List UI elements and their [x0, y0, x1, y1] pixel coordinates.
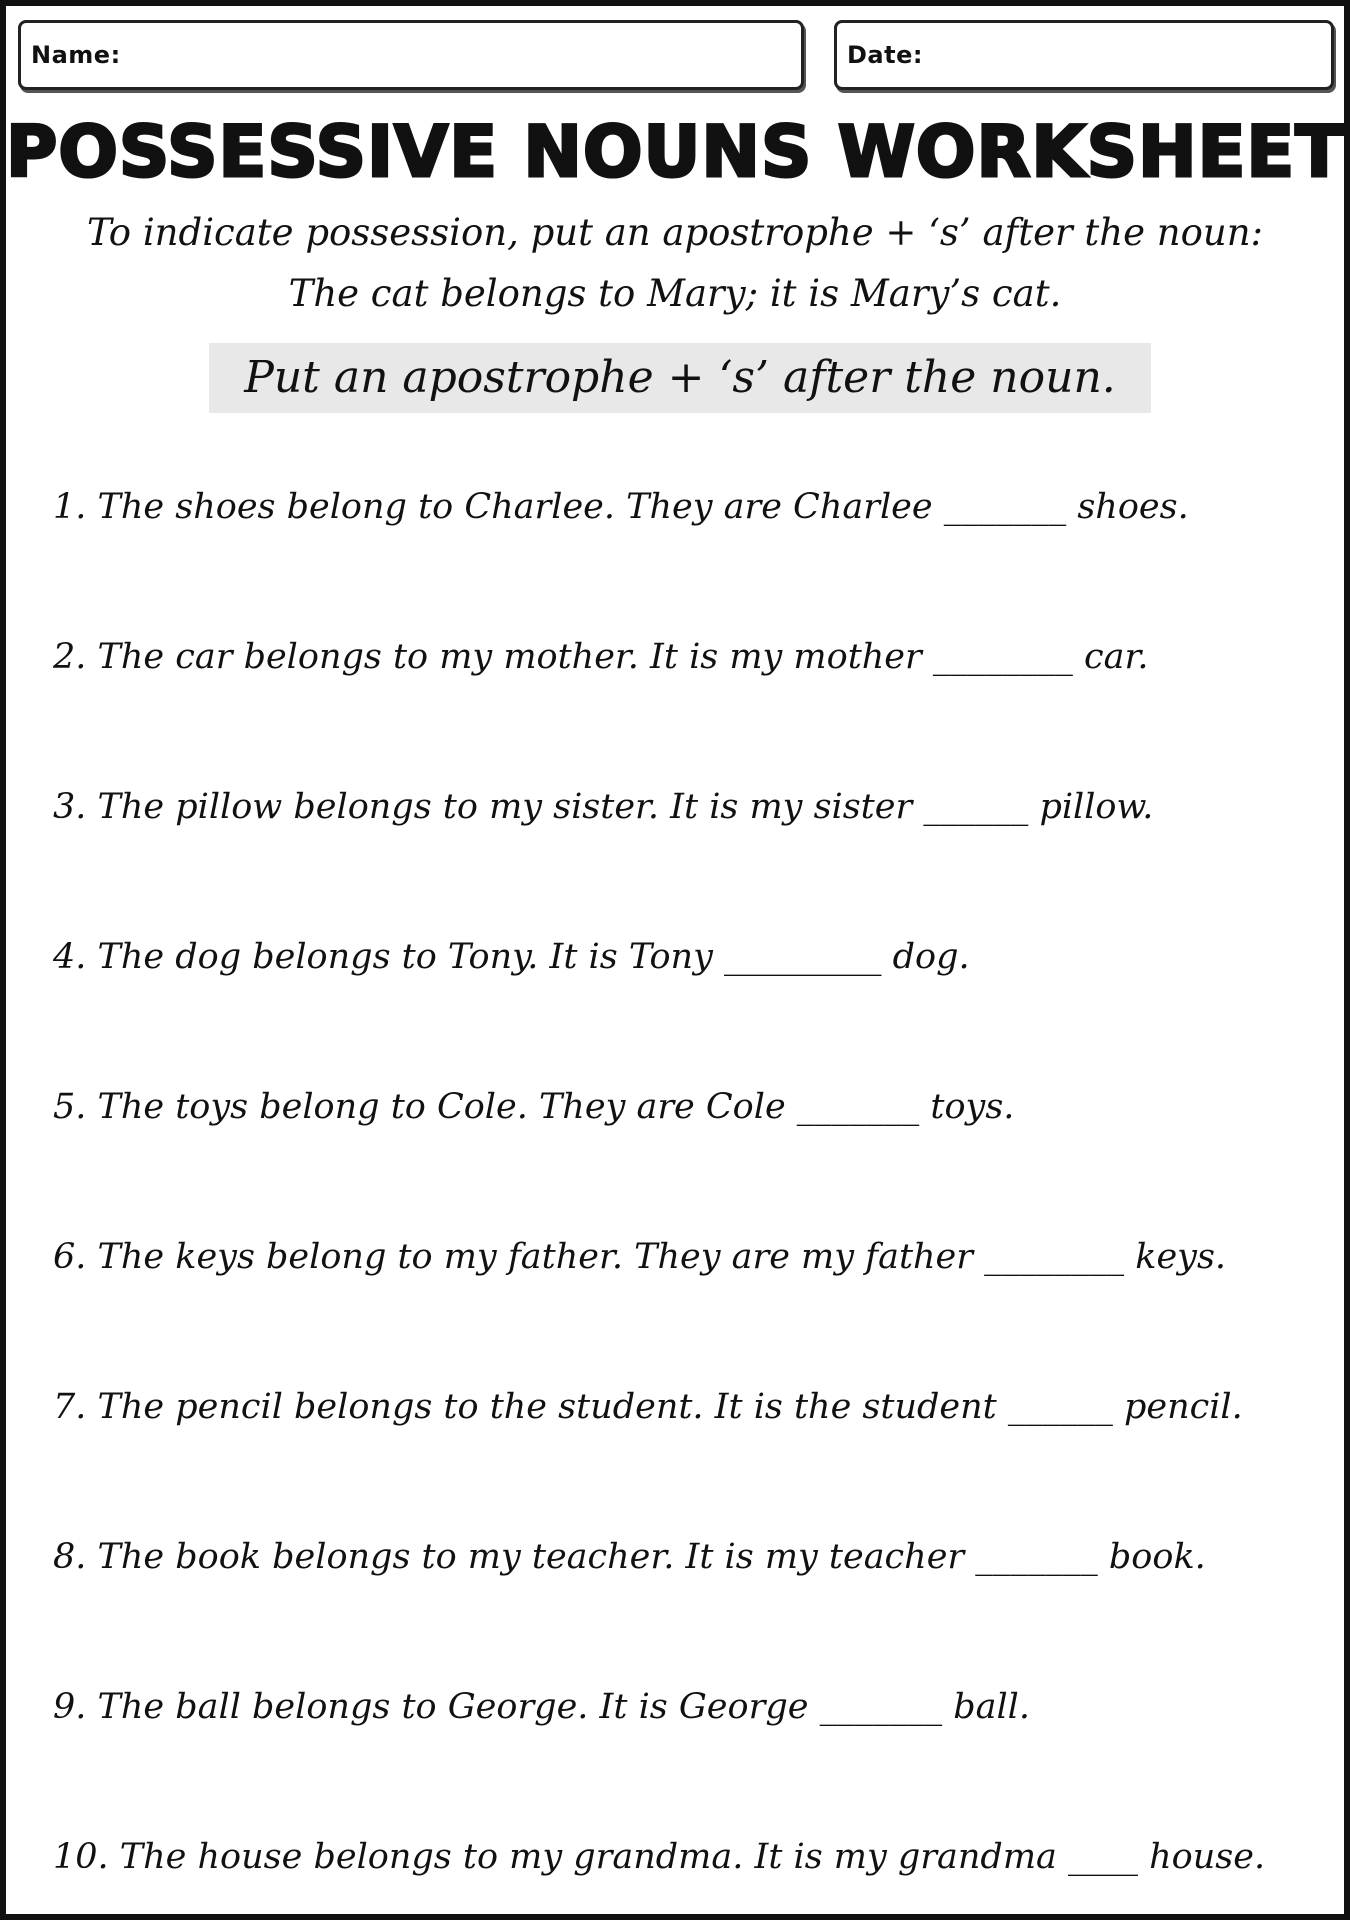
intro-line-2: The cat belongs to Mary; it is Mary’s cat. [288, 272, 1062, 315]
name-field[interactable] [18, 20, 804, 90]
question-2: 2. The car belongs to my mother. It is my mother ________ car. [53, 637, 1149, 677]
instruction-banner: Put an apostrophe + ‘s’ after the noun. [209, 343, 1151, 413]
worksheet-title: POSSESSIVE NOUNS WORKSHEET [6, 111, 1344, 193]
question-8: 8. The book belongs to my teacher. It is my teacher _______ book. [53, 1537, 1206, 1577]
date-field[interactable] [834, 20, 1334, 90]
question-1: 1. The shoes belong to Charlee. They are Charlee _______ shoes. [53, 487, 1189, 527]
question-3: 3. The pillow belongs to my sister. It is my sister ______ pillow. [53, 787, 1154, 827]
question-4: 4. The dog belongs to Tony. It is Tony _________ dog. [53, 937, 970, 977]
question-10: 10. The house belongs to my grandma. It is my grandma ____ house. [53, 1837, 1266, 1877]
question-6: 6. The keys belong to my father. They are my father ________ keys. [53, 1237, 1227, 1277]
question-9: 9. The ball belongs to George. It is George _______ ball. [53, 1687, 1030, 1727]
name-label: Name: [31, 41, 121, 69]
intro-line-1: To indicate possession, put an apostrophe + ‘s’ after the noun: [87, 211, 1263, 254]
date-label: Date: [847, 41, 923, 69]
question-5: 5. The toys belong to Cole. They are Cole _______ toys. [53, 1087, 1015, 1127]
question-7: 7. The pencil belongs to the student. It is the student ______ pencil. [53, 1387, 1243, 1427]
